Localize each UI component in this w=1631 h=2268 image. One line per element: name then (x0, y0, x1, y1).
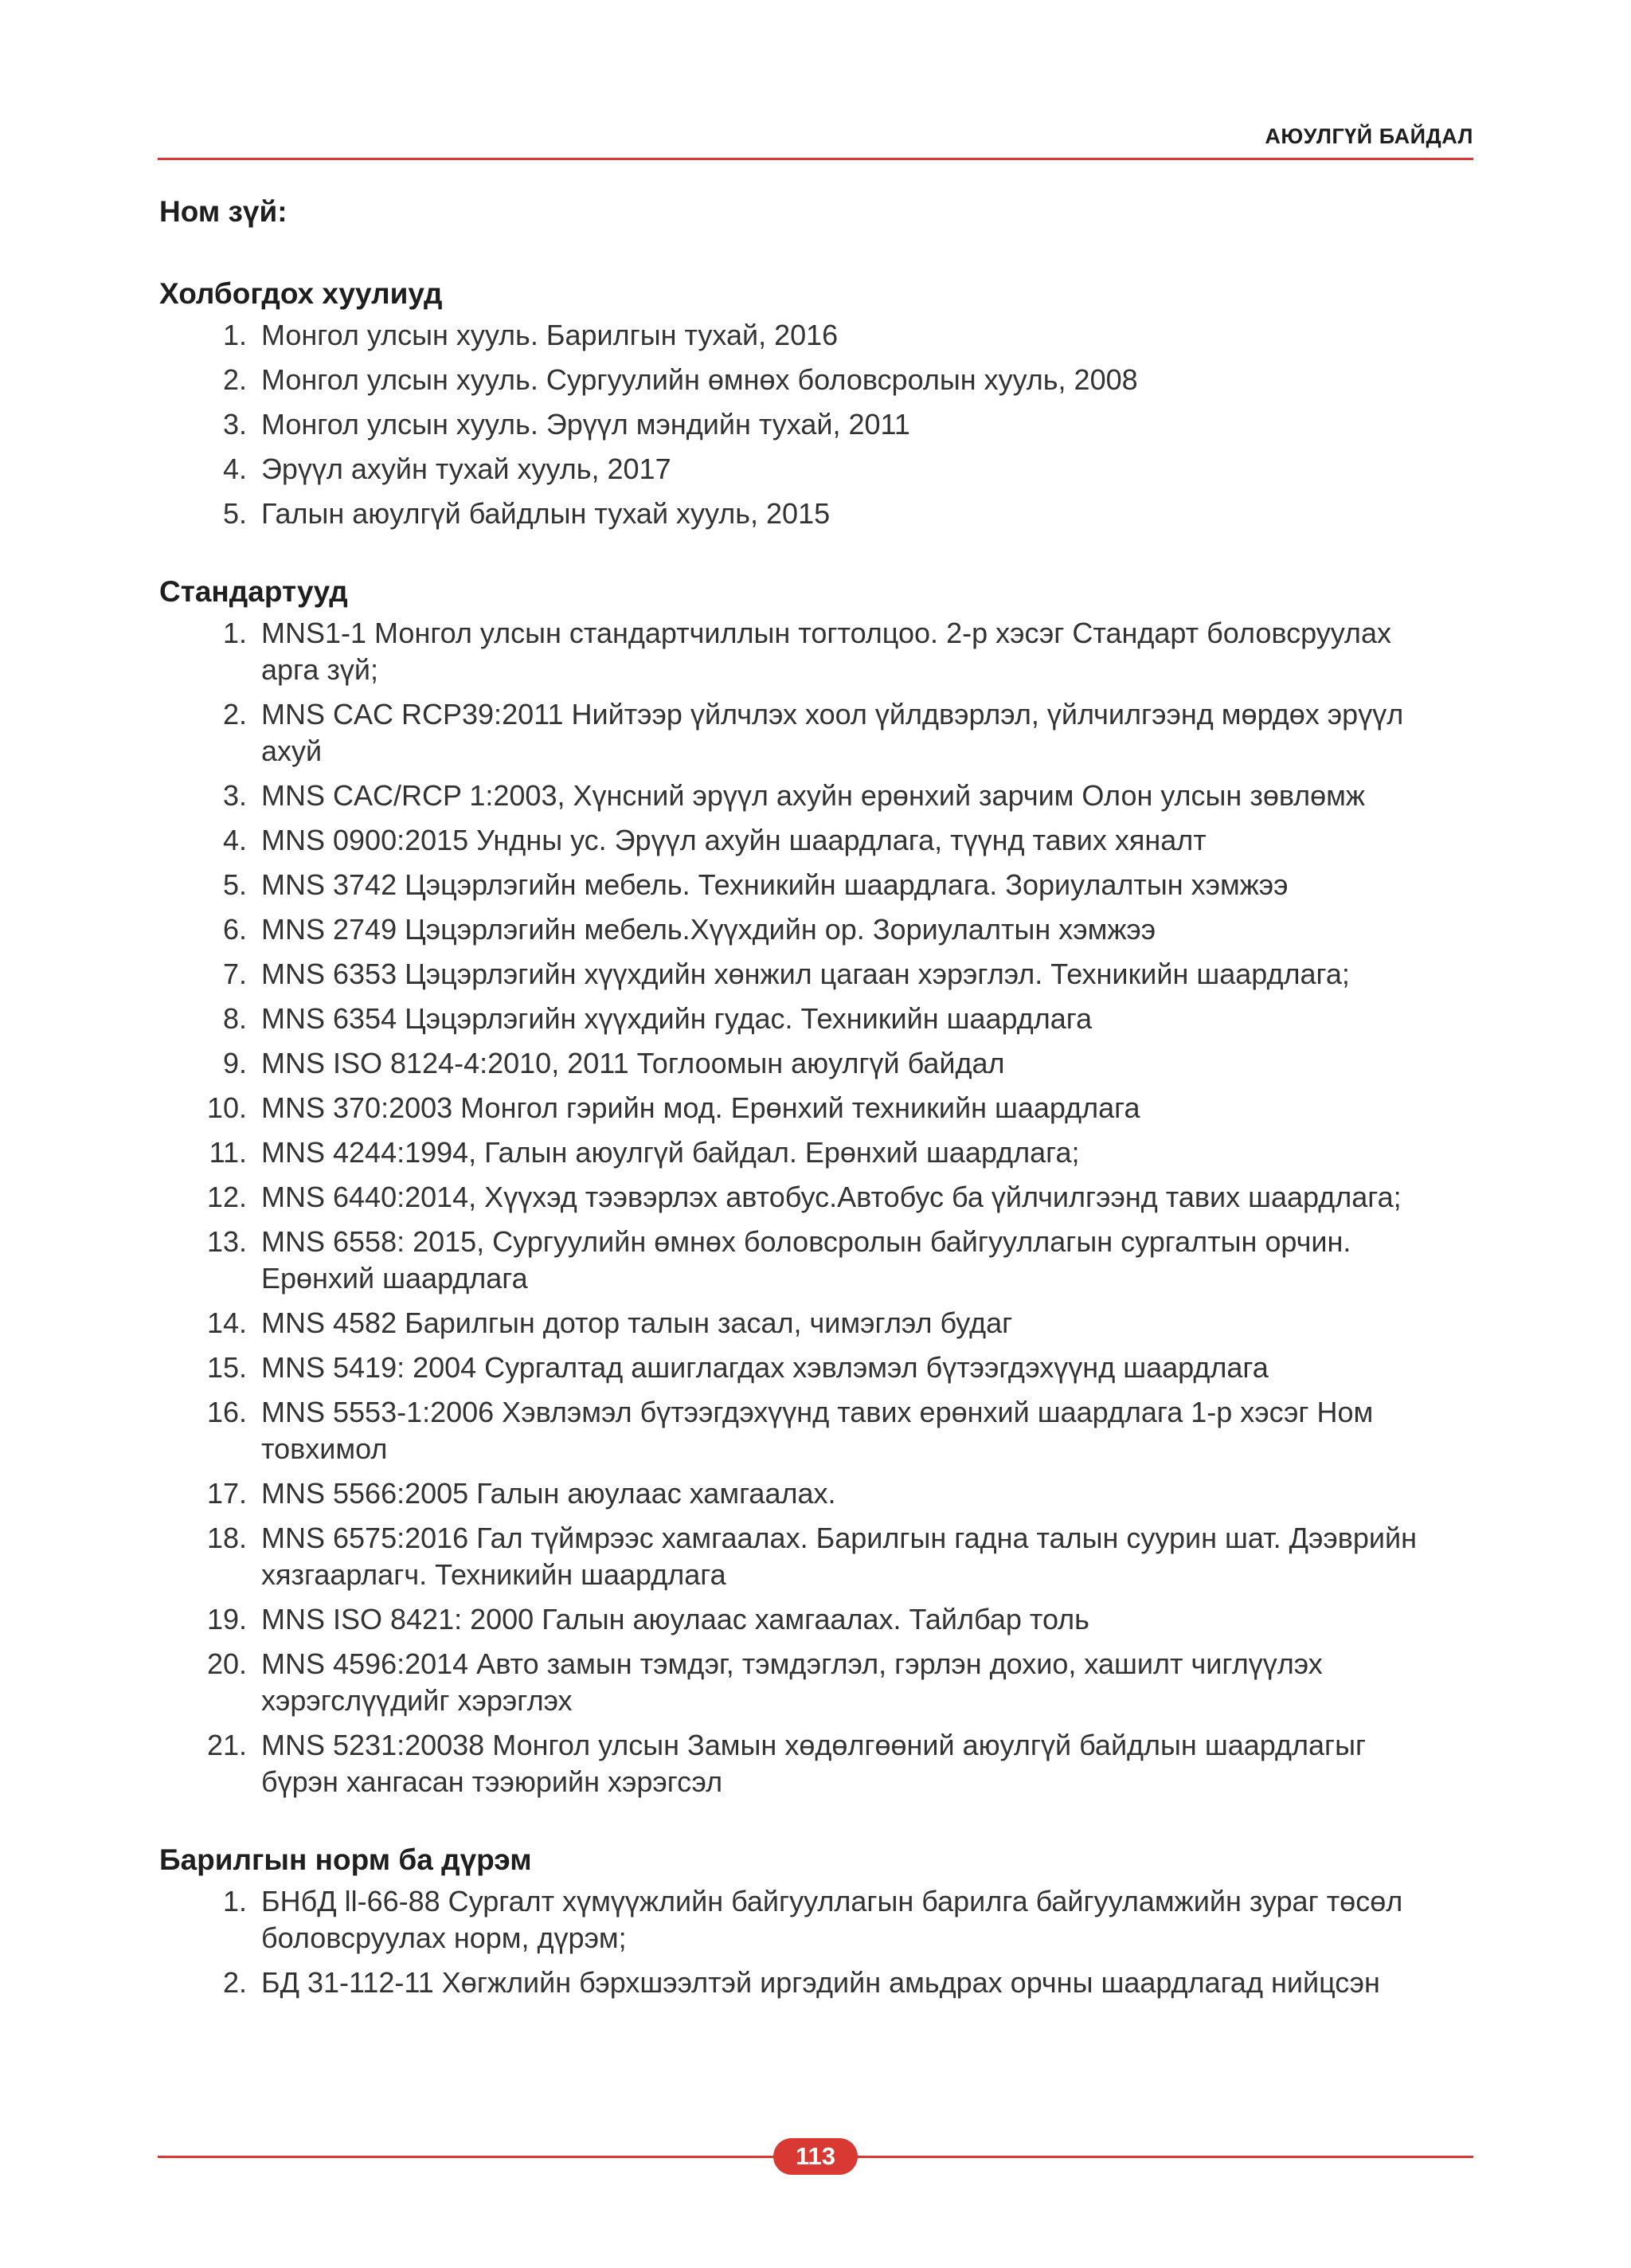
item-number: 9. (222, 1047, 247, 1079)
list-item (159, 451, 1465, 488)
item-text: MNS1-1 Монгол улсын стандартчиллын тогтолцоо. 2-р хэсэг Стандарт боловсруулах арга зүй; (261, 617, 1391, 686)
item-text: MNS 4582 Барилгын дотор талын засал, чимэглэл будаг (261, 1306, 1013, 1339)
running-header: АЮУЛГҮЙ БАЙДАЛ (1265, 124, 1473, 148)
item-text: MNS 6575:2016 Гал түймрээс хамгаалах. Барилгын гадна талын суурин шат. Дээврийн хязгаарлагч. Техникийн шаардлага (261, 1522, 1417, 1591)
item-text: MNS 5231:20038 Монгол улсын Замын хөдөлгөөний аюулгүй байдлын шаардлагыг бүрэн хангасан тээюрийн хэрэгсэл (261, 1729, 1367, 1798)
header-rule (158, 158, 1473, 160)
reference-list (159, 1883, 1465, 2001)
item-number: 8. (222, 1002, 247, 1035)
item-number: 3. (222, 408, 247, 441)
section-title: Холбогдох хуулиуд (159, 277, 443, 310)
list-item (159, 1090, 1465, 1126)
list-item (159, 615, 1465, 688)
list-item (159, 1045, 1465, 1082)
item-text: БД 31-112-11 Хөгжлийн бэрхшээлтэй иргэдийн амьдрах орчны шаардлагад нийцсэн (261, 1966, 1380, 1999)
item-text: MNS 0900:2015 Ундны ус. Эрүүл ахуйн шаардлага, түүнд тавих хяналт (261, 824, 1207, 856)
list-item (159, 1727, 1465, 1800)
item-number: 19. (206, 1603, 247, 1635)
list-item (159, 778, 1465, 814)
page-content (159, 190, 1465, 2009)
item-text: Галын аюулгүй байдлын тухай хууль, 2015 (261, 497, 831, 530)
item-number: 13. (206, 1225, 247, 1258)
item-text: MNS CAC RCP39:2011 Нийтээр үйлчлэх хоол үйлдвэрлэл, үйлчилгээнд мөрдөх эрүүл ахуй (261, 698, 1404, 767)
list-item (159, 1964, 1465, 2001)
list-item (159, 362, 1465, 398)
item-number: 2. (222, 698, 247, 731)
item-text: MNS 4596:2014 Авто замын тэмдэг, тэмдэглэл, гэрлэн дохио, хашилт чиглүүлэх хэрэгслүүдийг хэрэглэх (261, 1647, 1323, 1717)
item-number: 11. (209, 1136, 247, 1169)
reference-list (159, 317, 1465, 532)
list-item (159, 822, 1465, 859)
list-item (159, 1349, 1465, 1386)
list-item (159, 1001, 1465, 1037)
list-item (159, 696, 1465, 770)
item-text: MNS 5419: 2004 Сургалтад ашиглагдах хэвлэмэл бүтээгдэхүүнд шаардлага (261, 1351, 1269, 1384)
bibliography-heading: Ном зүй: (159, 195, 287, 228)
item-number: 16. (206, 1396, 247, 1428)
item-text: MNS ISO 8421: 2000 Галын аюулаас хамгаалах. Тайлбар толь (261, 1603, 1089, 1635)
item-number: 20. (206, 1647, 247, 1680)
item-number: 5. (222, 868, 247, 901)
item-text: MNS 5553-1:2006 Хэвлэмэл бүтээгдэхүүнд тавих ерөнхий шаардлага 1-р хэсэг Ном товхимол (261, 1396, 1374, 1465)
list-item (159, 911, 1465, 948)
list-item (159, 1883, 1465, 1957)
item-text: MNS 3742 Цэцэрлэгийн мебель. Техникийн шаардлага. Зориулалтын хэмжээ (261, 868, 1289, 901)
item-number: 18. (206, 1522, 247, 1554)
list-item (159, 1179, 1465, 1216)
list-item (159, 1646, 1465, 1719)
item-text: MNS 6354 Цэцэрлэгийн хүүхдийн гудас. Техникийн шаардлага (261, 1002, 1093, 1035)
item-number: 2. (222, 363, 247, 396)
section (159, 1840, 1465, 2001)
list-item (159, 317, 1465, 354)
item-text: MNS CAC/RCP 1:2003, Хүнсний эрүүл ахуйн ерөнхий зарчим Олон улсын зөвлөмж (261, 779, 1365, 812)
item-number: 4. (222, 452, 247, 485)
item-text: БНбД ll-66-88 Сургалт хүмүүжлийн байгууллагын барилга байгууламжийн зураг төсөл боловсруулах норм, дүрэм; (261, 1885, 1403, 1954)
item-number: 21. (206, 1729, 247, 1761)
item-number: 1. (222, 319, 247, 351)
item-text: MNS 370:2003 Монгол гэрийн мод. Ерөнхий техникийн шаардлага (261, 1091, 1140, 1124)
list-item (159, 867, 1465, 903)
item-text: MNS 5566:2005 Галын аюулаас хамгаалах. (261, 1477, 836, 1510)
item-text: MNS 6353 Цэцэрлэгийн хүүхдийн хөнжил цагаан хэрэглэл. Техникийн шаардлага; (261, 958, 1350, 990)
list-item (159, 1601, 1465, 1638)
sections-container (159, 274, 1465, 2001)
section-title: Стандартууд (159, 575, 348, 608)
item-number: 7. (222, 958, 247, 990)
list-item (159, 496, 1465, 532)
item-text: Монгол улсын хууль. Эрүүл мэндийн тухай, 2011 (261, 408, 910, 441)
section (159, 572, 1465, 1800)
section (159, 274, 1465, 532)
item-text: Монгол улсын хууль. Сургуулийн өмнөх боловсролын хууль, 2008 (261, 363, 1138, 396)
reference-list (159, 615, 1465, 1800)
item-number: 6. (222, 913, 247, 946)
item-text: MNS 4244:1994, Галын аюулгүй байдал. Ерөнхий шаардлага; (261, 1136, 1080, 1169)
item-number: 1. (222, 1885, 247, 1917)
list-item (159, 1134, 1465, 1171)
list-item (159, 1475, 1465, 1512)
list-item (159, 406, 1465, 443)
item-number: 5. (222, 497, 247, 530)
item-text: MNS ISO 8124-4:2010, 2011 Тоглоомын аюулгүй байдал (261, 1047, 1005, 1079)
item-number: 15. (206, 1351, 247, 1384)
item-text: MNS 6558: 2015, Сургуулийн өмнөх боловсролын байгууллагын сургалтын орчин. Ерөнхий шаардлага (261, 1225, 1351, 1295)
list-item (159, 1305, 1465, 1342)
list-item (159, 956, 1465, 993)
item-text: Эрүүл ахуйн тухай хууль, 2017 (261, 452, 671, 485)
item-text: Монгол улсын хууль. Барилгын тухай, 2016 (261, 319, 839, 351)
item-number: 1. (222, 617, 247, 649)
item-number: 12. (206, 1181, 247, 1213)
list-item (159, 1520, 1465, 1593)
item-number: 14. (206, 1306, 247, 1339)
section-title: Барилгын норм ба дүрэм (159, 1843, 532, 1876)
page-number: 113 (773, 2138, 858, 2175)
item-number: 4. (222, 824, 247, 856)
item-number: 10. (206, 1091, 247, 1124)
item-number: 2. (222, 1966, 247, 1999)
list-item (159, 1394, 1465, 1467)
item-text: MNS 2749 Цэцэрлэгийн мебель.Хүүхдийн ор. Зориулалтын хэмжээ (261, 913, 1156, 946)
list-item (159, 1224, 1465, 1297)
item-number: 3. (222, 779, 247, 812)
item-number: 17. (206, 1477, 247, 1510)
item-text: MNS 6440:2014, Хүүхэд тээвэрлэх автобус.Автобус ба үйлчилгээнд тавих шаардлага; (261, 1181, 1402, 1213)
